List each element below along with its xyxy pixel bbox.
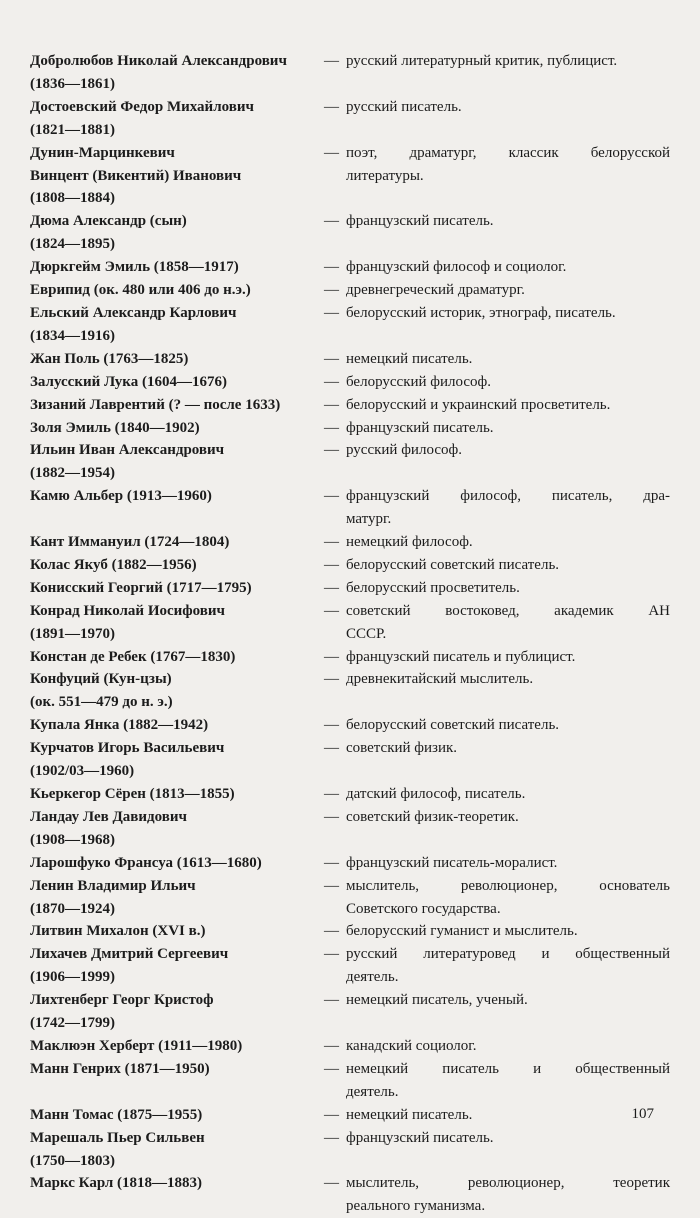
entry-dash: — [324, 419, 339, 436]
person-name-line: (1824—1895) [30, 236, 115, 253]
person-description-line: СССР. [346, 625, 387, 642]
name-entry [30, 302, 670, 348]
name-entry [30, 1058, 670, 1104]
entry-dash: — [324, 946, 339, 963]
person-description-line: немецкий писатель. [346, 350, 473, 367]
person-name-line: (1750—1803) [30, 1152, 115, 1169]
person-description-line: деятель. [346, 1083, 399, 1100]
name-index-list [30, 50, 670, 1218]
person-name [30, 394, 322, 417]
name-entry [30, 577, 670, 600]
person-description [346, 96, 670, 142]
person-name [30, 417, 322, 440]
person-description-line: Советского государства. [346, 900, 501, 917]
person-description [346, 531, 670, 554]
name-entry [30, 806, 670, 852]
person-description-line: белорусский историк, этнограф, писатель. [346, 304, 616, 321]
person-name-line: Литвин Михалон (XVI в.) [30, 923, 206, 940]
person-description [346, 875, 670, 921]
person-name [30, 50, 322, 96]
person-description [346, 50, 670, 96]
person-name [30, 875, 322, 921]
person-description-line: советский востоковед, академик АН [346, 602, 670, 619]
name-entry [30, 920, 670, 943]
person-name [30, 806, 322, 852]
entry-dash: — [324, 602, 339, 619]
person-name-line: Ильин Иван Александрович [30, 442, 225, 459]
person-description-line: французский писатель. [346, 1129, 494, 1146]
person-description-line: французский философ, писатель, дра- [346, 488, 670, 505]
person-description-line: белорусский советский писатель. [346, 556, 560, 573]
person-description-line: французский писатель и публицист. [346, 648, 576, 665]
person-name [30, 714, 322, 737]
person-description-line: мыслитель, революционер, основатель [346, 877, 670, 894]
person-name [30, 1104, 322, 1127]
person-name-line: Ларошфуко Франсуа (1613—1680) [30, 854, 262, 871]
person-description [346, 646, 670, 669]
name-entry [30, 348, 670, 371]
person-description-line: французский писатель. [346, 213, 494, 230]
person-description-line: белорусский советский писатель. [346, 717, 560, 734]
person-name-line: Еврипид (ок. 480 или 406 до н.э.) [30, 282, 251, 299]
name-entry [30, 50, 670, 96]
entry-dash: — [324, 442, 339, 459]
person-description [346, 394, 670, 417]
person-description-line: белорусский философ. [346, 373, 492, 390]
person-description-line: советский физик. [346, 740, 458, 757]
name-entry [30, 96, 670, 142]
name-entry [30, 554, 670, 577]
person-name [30, 348, 322, 371]
name-entry [30, 417, 670, 440]
entry-dash: — [324, 877, 339, 894]
person-description-line: матург. [346, 511, 392, 528]
person-name-line: Манн Томас (1875—1955) [30, 1106, 203, 1123]
name-entry [30, 600, 670, 646]
person-description [346, 737, 670, 783]
person-name-line: Залусский Лука (1604—1676) [30, 373, 227, 390]
person-name-line: (1808—1884) [30, 190, 115, 207]
entry-dash: — [324, 98, 339, 115]
person-description-line: древнегреческий драматург. [346, 282, 525, 299]
person-name [30, 600, 322, 646]
person-name-line: Достоевский Федор Михайлович [30, 98, 254, 115]
person-description [346, 439, 670, 485]
entry-dash: — [324, 53, 339, 69]
name-entry [30, 210, 670, 256]
person-description [346, 806, 670, 852]
person-name [30, 1035, 322, 1058]
entry-dash: — [324, 1129, 339, 1146]
person-description [346, 256, 670, 279]
person-name [30, 531, 322, 554]
person-name-line: Конфуций (Кун-цзы) [30, 671, 172, 688]
person-name-line: (1882—1954) [30, 465, 115, 482]
name-entry [30, 394, 670, 417]
person-description [346, 417, 670, 440]
person-name-line: Купала Янка (1882—1942) [30, 717, 209, 734]
person-name [30, 554, 322, 577]
person-name-line: Винцент (Викентий) Иванович [30, 167, 242, 184]
person-description [346, 1127, 670, 1173]
page-number: 107 [631, 1106, 654, 1122]
person-name-line: Констан де Ребек (1767—1830) [30, 648, 236, 665]
person-name-line: Дунин-Марцинкевич [30, 144, 175, 161]
person-name-line: Золя Эмиль (1840—1902) [30, 419, 200, 436]
name-entry [30, 668, 670, 714]
name-entry [30, 737, 670, 783]
person-name-line: Добролюбов Николай Александрович [30, 53, 287, 69]
person-name [30, 256, 322, 279]
person-name-line: Марешаль Пьер Сильвен [30, 1129, 205, 1146]
person-name-line: Конрад Николай Иосифович [30, 602, 225, 619]
person-description-line: немецкий философ. [346, 534, 473, 551]
person-name [30, 210, 322, 256]
person-name [30, 485, 322, 531]
person-description-line: немецкий писатель. [346, 1106, 473, 1123]
person-description [346, 852, 670, 875]
person-name [30, 943, 322, 989]
person-name-line: Лихачев Дмитрий Сергеевич [30, 946, 229, 963]
person-description [346, 348, 670, 371]
person-name [30, 302, 322, 348]
name-entry [30, 943, 670, 989]
person-name [30, 279, 322, 302]
entry-dash: — [324, 396, 339, 413]
entry-dash: — [324, 488, 339, 505]
entry-dash: — [324, 717, 339, 734]
person-name [30, 737, 322, 783]
person-name-line: Ельский Александр Карлович [30, 304, 237, 321]
person-name [30, 439, 322, 485]
person-description-line: советский физик-теоретик. [346, 808, 519, 825]
person-description-line: белорусский гуманист и мыслитель. [346, 923, 578, 940]
person-name-line: Дюркгейм Эмиль (1858—1917) [30, 259, 239, 276]
person-name-line: (1742—1799) [30, 1015, 115, 1032]
entry-dash: — [324, 740, 339, 757]
person-description [346, 989, 670, 1035]
person-description-line: поэт, драматург, классик белорусской [346, 144, 670, 161]
person-description-line: немецкий писатель и общественный [346, 1060, 670, 1077]
entry-dash: — [324, 1106, 339, 1123]
person-name-line: (1906—1999) [30, 969, 115, 986]
person-name-line: Колас Якуб (1882—1956) [30, 556, 197, 573]
person-name-line: Кьеркегор Сёрен (1813—1855) [30, 786, 235, 802]
name-entry [30, 714, 670, 737]
entry-dash: — [324, 992, 339, 1009]
name-entry [30, 1127, 670, 1173]
person-description [346, 279, 670, 302]
entry-dash: — [324, 786, 339, 802]
person-description-line: русский литературовед и общественный [346, 946, 670, 963]
entry-dash: — [324, 1060, 339, 1077]
person-name-line: Манн Генрих (1871—1950) [30, 1060, 210, 1077]
entry-dash: — [324, 923, 339, 940]
person-name-line: (1821—1881) [30, 121, 115, 138]
person-description [346, 371, 670, 394]
person-name-line: (ок. 551—479 до н. э.) [30, 694, 173, 711]
person-description-line: мыслитель, революционер, теоретик [346, 1175, 670, 1192]
person-description [346, 302, 670, 348]
entry-dash: — [324, 854, 339, 871]
name-entry [30, 256, 670, 279]
person-name [30, 920, 322, 943]
entry-dash: — [324, 259, 339, 276]
person-description [346, 1058, 670, 1104]
person-description-line: деятель. [346, 969, 399, 986]
person-name-line: (1902/03—1960) [30, 763, 135, 780]
person-description-line: русский писатель. [346, 98, 462, 115]
person-name-line: Камю Альбер (1913—1960) [30, 488, 212, 505]
person-description-line: русский философ. [346, 442, 462, 459]
person-name-line: Ленин Владимир Ильич [30, 877, 196, 894]
person-description-line: реального гуманизма. [346, 1198, 486, 1215]
person-name-line: Конисский Георгий (1717—1795) [30, 579, 252, 596]
name-entry [30, 875, 670, 921]
name-entry [30, 852, 670, 875]
person-name-line: Зизаний Лаврентий (? — после 1633) [30, 396, 281, 413]
person-name-line: Маклюэн Херберт (1911—1980) [30, 1037, 243, 1054]
person-name-line: (1836—1861) [30, 75, 115, 92]
person-description [346, 600, 670, 646]
entry-dash: — [324, 1175, 339, 1192]
person-name-line: Жан Поль (1763—1825) [30, 350, 189, 367]
person-description-line: русский литературный критик, публицист. [346, 53, 618, 69]
person-name-line: Лихтенберг Георг Кристоф [30, 992, 214, 1009]
name-entry [30, 531, 670, 554]
person-name [30, 371, 322, 394]
person-description [346, 1104, 670, 1127]
name-entry [30, 485, 670, 531]
person-name-line: Кант Иммануил (1724—1804) [30, 534, 230, 551]
entry-dash: — [324, 304, 339, 321]
person-name-line: (1908—1968) [30, 831, 115, 848]
name-entry [30, 142, 670, 211]
person-description [346, 485, 670, 531]
person-description [346, 210, 670, 256]
entry-dash: — [324, 373, 339, 390]
person-name [30, 1172, 322, 1218]
person-description [346, 943, 670, 989]
person-name-line: (1834—1916) [30, 327, 115, 344]
person-name [30, 577, 322, 600]
person-description [346, 1172, 670, 1218]
person-description-line: канадский социолог. [346, 1037, 477, 1054]
person-description-line: белорусский просветитель. [346, 579, 520, 596]
person-description [346, 783, 670, 806]
person-description-line: французский писатель. [346, 419, 494, 436]
entry-dash: — [324, 808, 339, 825]
person-description-line: белорусский и украинский просветитель. [346, 396, 611, 413]
person-name [30, 96, 322, 142]
name-entry [30, 1104, 670, 1127]
person-name [30, 668, 322, 714]
person-name [30, 142, 322, 211]
entry-dash: — [324, 671, 339, 688]
person-name [30, 1058, 322, 1104]
person-description-line: французский философ и социолог. [346, 259, 567, 276]
entry-dash: — [324, 1037, 339, 1054]
person-description-line: датский философ, писатель. [346, 786, 526, 802]
person-name-line: Маркс Карл (1818—1883) [30, 1175, 202, 1192]
person-name [30, 1127, 322, 1173]
name-entry [30, 371, 670, 394]
name-entry [30, 989, 670, 1035]
entry-dash: — [324, 556, 339, 573]
person-description-line: немецкий писатель, ученый. [346, 992, 528, 1009]
entry-dash: — [324, 648, 339, 665]
person-description-line: древнекитайский мыслитель. [346, 671, 534, 688]
person-description [346, 577, 670, 600]
person-description-line: французский писатель-моралист. [346, 854, 558, 871]
name-entry [30, 1172, 670, 1218]
person-name-line: Ландау Лев Давидович [30, 808, 187, 825]
person-description-line: литературы. [346, 167, 424, 184]
person-name [30, 646, 322, 669]
entry-dash: — [324, 579, 339, 596]
person-description [346, 668, 670, 714]
person-description [346, 1035, 670, 1058]
person-name [30, 852, 322, 875]
entry-dash: — [324, 350, 339, 367]
person-name-line: Дюма Александр (сын) [30, 213, 187, 230]
entry-dash: — [324, 534, 339, 551]
name-entry [30, 783, 670, 806]
entry-dash: — [324, 144, 339, 161]
name-entry [30, 646, 670, 669]
person-description [346, 554, 670, 577]
person-name [30, 783, 322, 806]
person-name-line: (1891—1970) [30, 625, 115, 642]
name-entry [30, 439, 670, 485]
person-description [346, 142, 670, 211]
person-name-line: Курчатов Игорь Васильевич [30, 740, 225, 757]
person-name [30, 989, 322, 1035]
person-description [346, 920, 670, 943]
entry-dash: — [324, 213, 339, 230]
person-name-line: (1870—1924) [30, 900, 115, 917]
name-entry [30, 279, 670, 302]
name-entry [30, 1035, 670, 1058]
person-description [346, 714, 670, 737]
entry-dash: — [324, 282, 339, 299]
